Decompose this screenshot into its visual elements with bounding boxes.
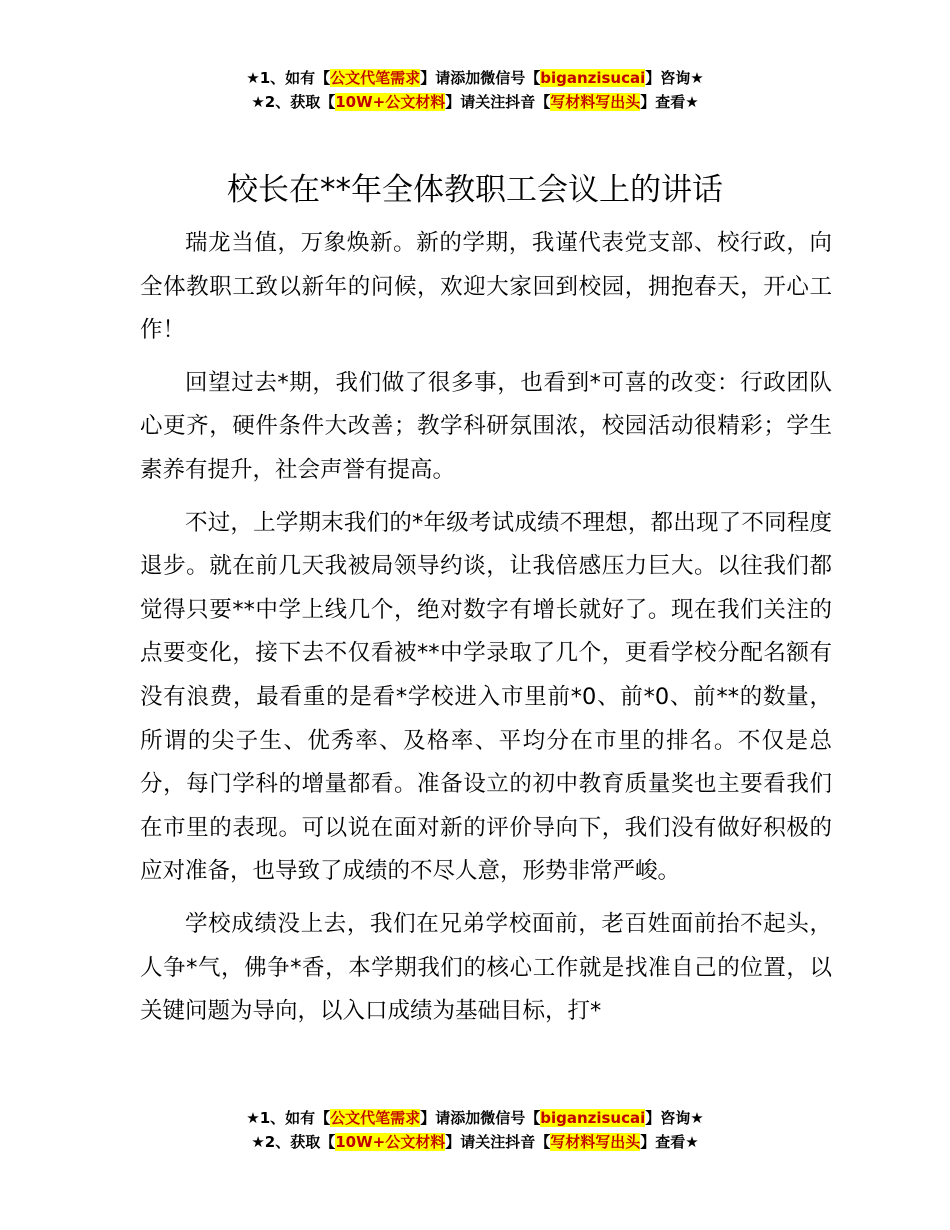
paragraph-4: 学校成绩没上去，我们在兄弟学校面前，老百姓面前抬不起头，人争*气，佛争*香，本学期我们的核心工作就是找准自己的位置，以关键问题为导向，以入口成绩为基础目标，打* xyxy=(140,910,832,1025)
header-banner xyxy=(0,66,950,114)
banner-text: 】请添加微信号【 xyxy=(420,1109,541,1127)
banner-highlight: biganzisucai xyxy=(540,69,646,87)
banner-highlight: 公文代笔需求 xyxy=(330,69,421,87)
header-banner-line-1 xyxy=(0,66,950,90)
banner-text: ★2、获取【 xyxy=(251,1133,336,1151)
header-banner-line-2 xyxy=(0,90,950,114)
footer-banner-line-2 xyxy=(0,1130,950,1154)
banner-text: 】咨询★ xyxy=(645,1109,704,1127)
banner-text: 】查看★ xyxy=(640,93,699,111)
banner-highlight: 10W+公文材料 xyxy=(335,1133,446,1151)
footer-banner-line-1 xyxy=(0,1106,950,1130)
banner-text: 】咨询★ xyxy=(645,69,704,87)
paragraph-1: 瑞龙当值，万象焕新。新的学期，我谨代表党支部、校行政，向全体教职工致以新年的问候，欢迎大家回到校园，拥抱春天，开心工作！ xyxy=(140,230,832,344)
banner-text: ★1、如有【 xyxy=(246,69,331,87)
banner-text: ★1、如有【 xyxy=(246,1109,331,1127)
banner-highlight: 10W+公文材料 xyxy=(335,93,446,111)
paragraph-2: 回望过去*期，我们做了很多事，也看到*可喜的改变：行政团队心更齐，硬件条件大改善；教学科研氛围浓，校园活动很精彩；学生素养有提升，社会声誉有提高。 xyxy=(140,369,832,483)
banner-highlight: 公文代笔需求 xyxy=(330,1109,421,1127)
document-title: 校长在**年全体教职工会议上的讲话 xyxy=(227,172,723,208)
banner-text: 】请关注抖音【 xyxy=(445,1133,551,1151)
banner-text: 】请关注抖音【 xyxy=(445,93,551,111)
banner-text: 】查看★ xyxy=(640,1133,699,1151)
banner-text: 】请添加微信号【 xyxy=(420,69,541,87)
banner-text: ★2、获取【 xyxy=(251,93,336,111)
paragraph-3: 不过，上学期末我们的*年级考试成绩不理想，都出现了不同程度退步。就在前几天我被局领导约谈，让我倍感压力巨大。以往我们都觉得只要**中学上线几个，绝对数字有增长就好了。现在我们关注的点要变化，接下去不仅看被**中学录取了几个，更看学校分配名额有没有浪费，最看重的是看*学校进入市里前*0、前*0、前**的数量，所谓的尖子生、优秀率、及格率、平均分在市里的排名。不仅是总分，每门学科的增量都看。准备设立的初中教育质量奖也主要看我们在市里的表现。可以说在面对新的评价导向下，我们没有做好积极的应对准备，也导致了成绩的不尽人意，形势非常严峻。 xyxy=(140,509,832,885)
banner-highlight: 写材料写出头 xyxy=(550,1133,641,1151)
banner-highlight: 写材料写出头 xyxy=(550,93,641,111)
footer-banner xyxy=(0,1106,950,1154)
document-body xyxy=(140,222,832,1043)
banner-highlight: biganzisucai xyxy=(540,1109,646,1127)
